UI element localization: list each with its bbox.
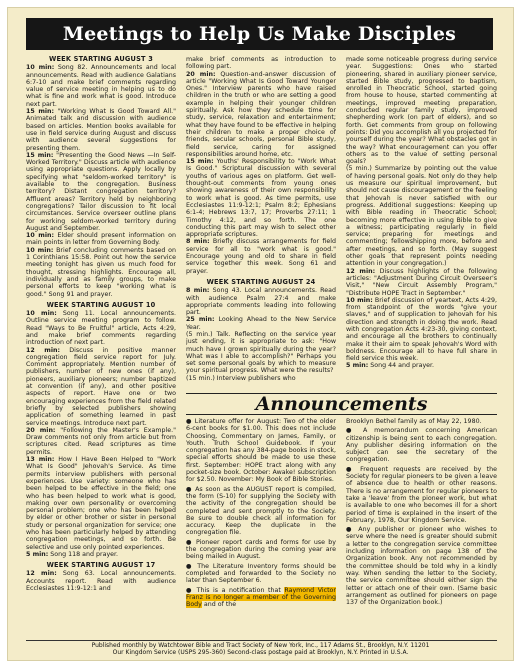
agenda-item xyxy=(26,310,176,346)
week-heading-aug24: WEEK STARTING AUGUST 24 xyxy=(206,277,316,286)
announcements-heading: Announcements xyxy=(186,393,497,415)
item-time: 10 min: xyxy=(346,296,373,304)
item-time: 15 min: xyxy=(26,151,54,159)
announcements-column-a xyxy=(186,418,336,636)
item-time: 10 min: xyxy=(26,232,55,240)
item-time: 5 min: xyxy=(346,362,369,370)
agenda-item xyxy=(26,247,176,298)
item-text: Song 82. Announcements and local announcements. Read with audience Galatians 6:7-10 and make brief comments regarding value of service meeting in helping us to do what is fine and work what is good. Introduce next part. xyxy=(26,64,176,108)
agenda-item xyxy=(346,362,497,369)
item-text: Elder should present information on main points in letter from Governing Body. xyxy=(26,232,176,247)
item-text: Looking Ahead to the New Service Year. xyxy=(186,316,336,331)
item-text: (15 min.) Interview publishers who xyxy=(186,374,296,382)
announcement-paragraph: ● Frequent requests are received by the Society for regular pioneers to be given a leave of absence due to health or other reasons. There is no arrangement for regular pioneers to take a 'leave' from the pioneer work, but what is available to one who becomes ill for a short period of time is explained in the insert of the February, 1978, Our Kingdom Service. xyxy=(346,465,497,524)
item-text: Song 43. Local announcements. Read with audience Psalm 27:4 and make appropriate comments leading into following part. xyxy=(186,287,336,317)
notice-highlight: Raymond Victor Franz is no longer a member of the Governing Body xyxy=(186,586,336,609)
agenda-item xyxy=(186,71,336,159)
agenda-item xyxy=(346,165,497,267)
item-text: Song 63. Local announcements. Accounts report. Read with audience Ecclesiastes 11:9-12:1 and xyxy=(26,570,176,593)
agenda-item xyxy=(346,268,497,297)
agenda-item xyxy=(26,232,176,247)
week-heading-aug3: WEEK STARTING AUGUST 3 xyxy=(48,56,154,63)
item-text: Song 11. Local announcements. Outline service meeting program to follow. Read "Ways to Be Fruitful" article, Acts 4:29, and make brief comments regarding introduction of next part. xyxy=(26,310,176,347)
column-1 xyxy=(26,56,176,638)
agenda-item xyxy=(26,456,176,551)
item-time: 12 min: xyxy=(346,267,376,275)
item-time: 10 min: xyxy=(26,64,55,72)
item-time: 8 min: xyxy=(186,238,210,246)
agenda-item xyxy=(26,427,176,456)
announcement-paragraph: ● Literature offer for August: Two of the older 6-cent books for $1.00. This does not include Choosing, Commentary on James, Family, or Youth. Truth School Guidebook. If your congregation has any 384-page books in stock, special efforts should be made to use these first. September: HOPE tract along with any pocket-size book. October: Awake! subscription for $2.50. November: My Book of Bible Stories. xyxy=(186,418,336,484)
item-text: Song 118 and prayer. xyxy=(48,550,119,558)
agenda-item xyxy=(26,570,176,592)
week-heading-aug17: WEEK STARTING AUGUST 17 xyxy=(46,561,156,570)
item-text: "Working What Is Good Toward All." Animated talk and discussion with audience based on articles. Mention books available for use in field service during August and discuss with audience several suggestions for presenting them. xyxy=(26,108,176,152)
continued-text: make brief comments as introduction to following part. xyxy=(186,56,336,71)
agenda-item xyxy=(186,238,336,274)
item-time: 25 min: xyxy=(186,316,215,324)
item-text: "Following the Master's Example." Draw comments not only from article but from scriptures cited. Read scriptures as time permits. xyxy=(26,426,176,456)
week-heading-aug10: WEEK STARTING AUGUST 10 xyxy=(46,300,156,309)
item-time: 12 min: xyxy=(26,570,57,578)
column-2 xyxy=(186,56,336,388)
item-time: 15 min: xyxy=(26,108,55,116)
item-text: Briefly discuss arrangements for field service for all to "work what is good." Encourage young and old to share in field service together this week. Song 61 and prayer. xyxy=(186,238,336,275)
page-title: Meetings to Help Us Make Disciples xyxy=(26,18,493,50)
item-time: 12 min: xyxy=(26,346,60,354)
publisher-line-2: Our Kingdom Service (USPS 295-360) Second-class postage paid at Brooklyn, N.Y. Printed in U.S.A. xyxy=(112,649,409,656)
newsletter-page xyxy=(7,7,514,661)
agenda-item xyxy=(186,331,336,375)
item-text: Discuss highlights of the following articles: "Adjustment During Circuit Overseer's Visit," "New Circuit Assembly Program," "Distribute HOPE Tract in September." xyxy=(346,267,497,297)
notice-text-end: and of the xyxy=(201,601,237,609)
item-text: "Presenting the Good News —In Self-Worked Territory." Discuss article with audience using appropriate questions. Apply locally by specifying what "seldom-worked territory" is available to the congregation. Business territory? Distant congregation territory? Affluent areas? Territory held by neighboring congregations? Tailor discussion to fit local circumstances. Service overseer outline plans for working seldom-worked territory during August and September. xyxy=(26,151,176,232)
agenda-item xyxy=(26,108,176,152)
agenda-item xyxy=(186,158,336,238)
item-text: Brief discussion of yeartext, Acts 4:29, from standpoint of the words "give your slaves," and of supplication to Jehovah for his direction and strength in doing the work. Read with congregation Acts 4:23-30, giving context, and encourage all the brothers to continually make it their aim to speak Jehovah's Word with boldness. Encourage all to have full share in field service this week. xyxy=(346,296,497,363)
item-time: 20 min: xyxy=(26,426,56,434)
announcement-paragraph: Brooklyn Bethel family as of May 22, 1980. xyxy=(346,418,482,425)
item-time: 15 min: xyxy=(186,158,214,166)
agenda-item xyxy=(26,551,176,558)
agenda-item xyxy=(346,297,497,363)
agenda-item xyxy=(186,316,336,331)
continued-text: made some noticeable progress during service year. Suggestions: Ones who started pioneering, shared in auxiliary pioneer service, started Bible study, progressed to baptism, enrolled in Theocratic School, started going from house to house, started commenting at meetings, improved meeting preparation, conducted regular family study, improved shepherding work (on part of elders), and so forth. Get comments from group on following points: Did you accomplish all you projected for yourself during the year? What obstacles got in the way? What encouragement can you offer others as to the value of setting personal goals? xyxy=(346,56,497,166)
item-text: (5 min.) Talk. Reflecting on the service year just ending, it is appropriate to ask: "How much have I grown spiritually during the year? What was I able to accomplish?" Perhaps you set some personal goals by which to measure your spiritual progress. What were the results? xyxy=(186,330,336,375)
item-time: 13 min: xyxy=(26,456,55,464)
item-time: 10 min: xyxy=(26,246,54,254)
agenda-item xyxy=(26,64,176,108)
governing-body-notice xyxy=(186,587,336,609)
announcement-paragraph: ● As soon as the AUGUST report is compiled, the form (S-10) for supplying the Society with the activity of the congregation should be completed and sent promptly to the Society. Be sure to double check all information for accuracy. Keep the duplicate in the congregation file. xyxy=(186,485,336,537)
announcements-column-b xyxy=(346,418,497,636)
announcement-paragraph: ● A memorandum concerning American citizenship is being sent to each congregation. Any publisher desiring information on the subject can see the secretary of the congregation. xyxy=(346,427,497,464)
announcement-paragraph: ● The Literature Inventory forms should be completed and forwarded to the Society no later than September 6. xyxy=(186,562,336,585)
agenda-item xyxy=(186,287,336,316)
publisher-line: Published monthly by Watchtower Bible and Tract Society of New York, Inc., 117 Adams St., Brooklyn, N.Y. 11201 xyxy=(91,642,430,649)
agenda-item xyxy=(186,375,336,382)
item-text: Youths' Responsibility to "Work What Is Good." Scriptural discussion with several youths of various ages on platform. Get well-thought-out comments from young ones showing awareness of their own responsibility to work what is good. As time permits, use Ecclesiastes 11:9-12:1; Psalm 8:2; Ephesians 6:1-4; Hebrews 13:7, 17; Proverbs 27:11; 1 Timothy 4:12, and so forth. The one conducting this part may wish to select other appropriate scriptures. xyxy=(186,158,336,239)
announcement-paragraph: ● Pioneer report cards and forms for use by the congregation during the coming year are being mailed in August. xyxy=(186,538,336,561)
item-text: How I Have Been Helped to "Work What Is Good" Jehovah's Service. As time permits interview publishers with personal experiences. Use variety: someone who has been helped to be effective in the field; one who has been helped to work what is good, making over own personality or overcoming personal problem; one who has been helped by elder or other brother or sister in personal study or personal organization for service; one who has been particularly helped by attending congregation meetings, and so forth. Be selective and use only pointed experiences. xyxy=(26,456,176,551)
footer-divider xyxy=(26,640,497,641)
item-text: (5 min.) Summarize by pointing out the value of having personal goals. Not only do they help us measure our spiritual improvement, but should not cause discouragement or the feeling that Jehovah is never satisfied with our progress. Additional suggestions: Keeping up with Bible reading in Theocratic School; becoming more effective in using Bible to give a witness; participating regularly in field service; preparing for meetings and commenting; fellowshipping more, before and after meetings, and so forth. (May suggest other goals that represent points needing attention in your congregation.) xyxy=(346,165,497,268)
item-text: Discuss in positive manner congregation field service report for July. Comment appropriately. Mention number of publishers, number of new ones (if any), pioneers, auxiliary pioneers; number baptized at convention (if any), and other positive aspects of report. Have one or two encouraging experiences from the field related briefly by selected publishers showing application of something learned in past service meetings. Introduce next part. xyxy=(26,346,176,427)
announcement-paragraph: ● Any publisher or pioneer who wishes to serve where the need is greater should submit a letter to the congregation service committee including information on page 138 of the Organization book. Any not recommended by the committee should be told why in a kindly way. When sending the letter to the Society, the service committee should either sign the letter or attach one of their own. (Same basic arrangement as outlined for pioneers on page 137 of the Organization book.) xyxy=(346,526,497,607)
item-text: Song 44 and prayer. xyxy=(368,362,435,370)
agenda-item xyxy=(26,152,176,232)
item-time: 20 min: xyxy=(186,70,216,78)
item-text: Brief concluding comments based on 1 Corinthians 15:58. Point out how the service meeting tonight has given us much food for thought, stressing highlights. Encourage all, individually and as family groups, to make personal efforts to keep "working what is good." Song 91 and prayer. xyxy=(26,246,176,298)
item-time: 5 min: xyxy=(26,550,49,558)
agenda-item xyxy=(26,347,176,427)
notice-text: ● This is a notification that xyxy=(186,586,285,594)
item-time: 10 min: xyxy=(26,310,57,318)
column-3 xyxy=(346,56,497,388)
item-time: 8 min: xyxy=(186,287,210,295)
item-text: Question-and-answer discussion of article "Working What Is Good Toward Younger Ones." Interview parents who have raised children in the truth or who are setting a good example in helping their younger children spiritually. Ask how they schedule time for study, service, relaxation and entertainment; what they have found to be effective in helping their children to make a proper choice of friends, secular schools, personal Bible study, field service, caring for assigned responsibilities around home, etc. xyxy=(186,70,336,158)
